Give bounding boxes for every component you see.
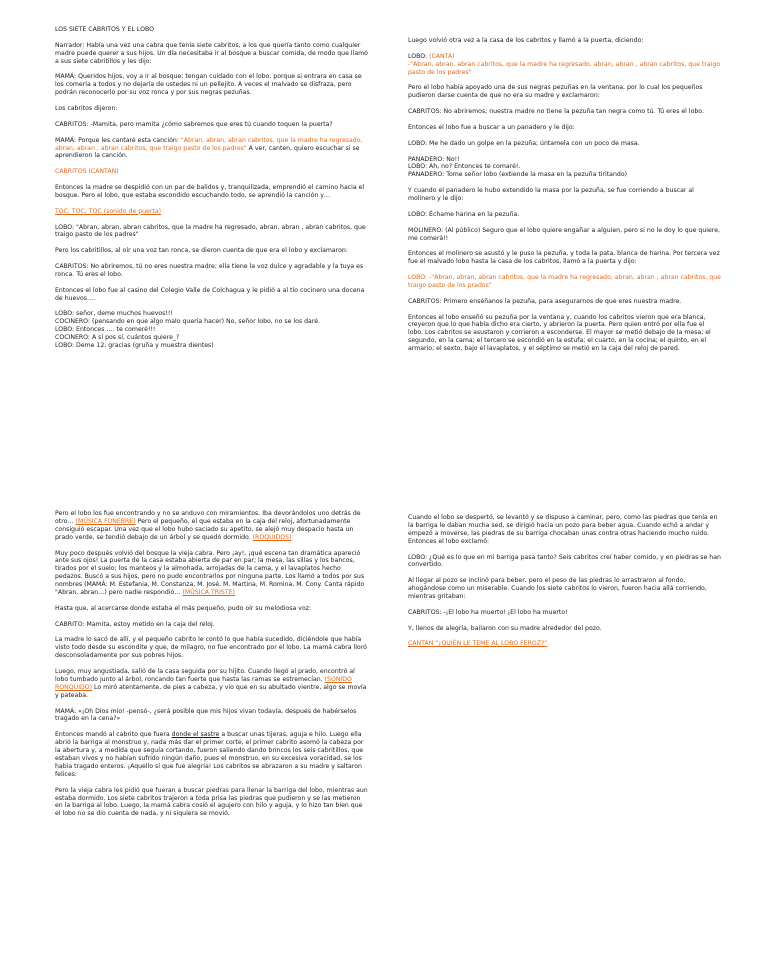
story-section-4 (408, 514, 721, 656)
paragraph (55, 668, 368, 700)
story-section-1 (55, 26, 368, 350)
dialogue-line: LOBO: Ah, no? Entonces te comaré!. (408, 163, 521, 171)
paragraph: Luego volvió otra vez a la casa de los cabritos y llamó a la puerta, diciendo: (408, 37, 644, 44)
paragraph: Cuando el lobo se despertó, se levantó y se dispuso a caminar, pero, como las piedras que tenía en la barriga le daban mucha sed, se dirigió hacia un pozo para beber agua. Cuando echó a andar y empezó a moverse, las piedras de su barriga chocaban unas contra otras haciendo mucho ruido. Entonces el lobo exclamó: (408, 514, 718, 545)
paragraph: LOBO: ¿Qué es lo que en mi barriga pasa tanto? Seis cabritos creí haber comido, y en piedras se han convertido. (408, 553, 721, 569)
sound-effect: (MÚSICA TRISTE) (182, 589, 235, 597)
sound-effect: (SONIDO RONQUIDO) (55, 675, 352, 691)
dialogue-line: COCINERO: (pensando en que algo malo quería hacer) No, señor lobo, no se los daré. (55, 318, 321, 326)
paragraph: Hasta que, al acercarse donde estaba el más pequeño, pudo oír su melodiosa voz: (55, 604, 312, 612)
paragraph: MAMÁ: Queridos hijos, voy a ir al bosque; tengan cuidado con el lobo, porque si entrara en casa se los comería a todos y no dejaría de ustedes ni un pellejito. A veces el malvado se disfraza, pero podrán reconocerlo por su voz ronca y por sus negras pezuñas. (55, 73, 362, 97)
text-run: Luego, muy angustiada, salió de la casa seguida por su hijito. Cuando llegó al prado, encontró al lobo tumbado junto al árbol, roncando tan fuerte que hasta las ramas se estremecían. (55, 668, 355, 683)
paragraph: Narrador: Había una vez una cabra que tenía siete cabritos, a los que quería tanto como cualquier madre puede querer a sus hijos. Un día necesitaba ir al bosque a buscar comida, de modo que llamó a sus siete cabritillos y les dijo: (55, 41, 368, 65)
stage-direction: (CANTA) (429, 52, 455, 60)
paragraph: CABRITO: Mamita, estoy metido en la caja del reloj. (55, 620, 215, 628)
text-run: Entonces mandó al cabrito que fuera (55, 731, 172, 739)
story-section-3 (55, 510, 368, 826)
paragraph: CABRITOS: -¡El lobo ha muerto! ¡El lobo ha muerto! (408, 608, 568, 616)
song-title: CANTAN "¿QUIÉN LE TEME AL LOBO FEROZ?" (408, 640, 548, 648)
text-run: Pero el lobo los fue encontrando y no se anduvo con miramientos. Iba devorándolos uno detrás de otro… (55, 510, 361, 525)
paragraph: CABRITOS: -Mamita, pero mamita ¿cómo sabremos que eres tú cuando toquen la puerta? (55, 120, 333, 128)
dialogue-line: COCINERO: A sí pos sí, cuántos quiere_? (55, 334, 180, 342)
dialogue-line: LOBO: Entonces …. te comeré!!! (55, 326, 156, 334)
paragraph: Entonces la madre se despidió con un par de balidos y, tranquilizada, emprendió el camino hacia el bosque. Pero el lobo, que estaba escondido escuchando todo, se aprendió la canción y… (55, 184, 365, 199)
dialogue-line: PANADERO: No!! (408, 155, 460, 163)
paragraph: Entonces el molinero se asustó y le puso la pezuña, y toda la pata, blanca de harina. Por tercera vez fue el malvado lobo hasta la casa de los cabritos, llamó a la puerta y dijo: (408, 250, 720, 266)
paragraph (55, 137, 368, 161)
paragraph: CABRITOS: Primero enséñanos la pezuña, para asegurarnos de que eres nuestra madre. (408, 297, 682, 305)
paragraph: Pero el lobo había apoyado una de sus negras pezuñas en la ventana, por lo cual los pequeños pudieron darse cuenta de que no era su madre y exclamaron: (408, 84, 703, 100)
paragraph: Entonces el lobo fue al casino del Colegio Valle de Colchagua y le pidió a al tío cocinero una docena de huevos…. (55, 286, 365, 302)
song-lyrics: "Abran, abran, abran cabritos, que la madre ha regresado, abran, abran , abran cabritos, que traigo pasto de los padres" (55, 136, 363, 152)
text-run: Pero el pequeño, el que estaba en la caja del reloj, afortunadamente consiguió escapar. Una vez que el lobo hubo saciado su apetito, se alejó muy despacio hasta un prado verde, se tendió debajo de un árbol y se quedó dormido. (55, 517, 354, 541)
paragraph: Al llegar al pozo se inclinó para beber, pero el peso de las piedras lo arrastraron al fondo, ahogándose como un miserable. Cuando los siete cabritos lo vieron, fueron hacia allá corriendo, mientras gritaban: (408, 577, 707, 601)
text-run: Muy poco después volvió del bosque la vieja cabra. Pero ¡ay!, ¡qué escena tan dramática apareció ante sus ojos! La puerta de la casa estaba abierta de par en par; la mesa, las sillas y los bancos, tirados por el suelo; los manteos y la almohada, arrojadas de la cama, y el lavaplatos hecho pedazos. Buscó a sus hijos, pero no pudo encontrarlos por ninguna parte. Los llamó a todos por sus nombres (MAMÁ: M. Estefania, M. Constanza, M. José, M. Martina, M. Romina, M. Cony. Canta rápido "Abran, abran…) pero nadie respondió… (55, 549, 365, 597)
sound-effect: TOC, TOC, TOC (sonido de puerta) (55, 207, 162, 215)
song-lyrics: LOBO: -"Abran, abran, abran cabritos, que la madre ha regresado, abran, abran , abran cabritos, que traigo pasto de los prados" (408, 274, 721, 289)
text-run: Lo miró atentamente, de pies a cabeza, y vio que en su abultado vientre, algo se movía y pateaba. (55, 683, 367, 699)
paragraph: MOLINERO: (Al público) Seguro que el lobo quiere engañar a alguien, pero si no le doy lo que quiere, me comerá!! (408, 226, 720, 242)
underlined-text: donde el sastre (171, 731, 220, 739)
dialogue-line: LOBO: señor, deme muchos huevos!!! (55, 310, 173, 318)
paragraph: La madre lo sacó de allí, y el pequeño cabrito le contó lo que había sucedido, diciéndole que había visto todo desde su escondite y que, de milagro, no fue encontrado por el lobo. La mamá cabra lloró desconsoladamente por sus pobres hijos. (55, 636, 367, 660)
paragraph: Pero la vieja cabra les pidió que fueran a buscar piedras para llenar la barriga del lobo, mientras aun estaba dormido. Los siete cabritos trajeron a toda prisa las piedras que pudieron y se las metieron en la barriga al lobo. Luego, la mamá cabra cosió el agujero con hilo y aguja, y lo hizo tan bien que el lobo no se dio cuenta de nada, y ni siquiera se movió. (55, 786, 368, 818)
song-lyrics: -"Abran, abran, abran cabritos, que la madre ha regresado, abran, abran , abran cabritos, que traigo pasto de los padres" (408, 60, 721, 76)
text-run: A ver, canten, quiero escuchar si se aprendieron la canción. (55, 144, 360, 160)
paragraph (55, 510, 368, 542)
paragraph (55, 731, 368, 778)
paragraph (408, 53, 721, 77)
text-run: LOBO: (408, 52, 430, 60)
document-title: LOS SIETE CABRITOS Y EL LOBO (55, 26, 154, 33)
paragraph: LOBO: "Abran, abran, abran cabritos, que la madre ha regresado, abran, abran , abran cabritos, que traigo pasto de los padres" (55, 223, 366, 239)
paragraph: CABRITOS: No abriremos; nuestra madre no tiene la pezuña tan negra como tú. Tú eres el lobo. (408, 108, 704, 116)
paragraph (55, 550, 368, 597)
paragraph: LOBO: Me he dado un golpe en la pezuña; úntamela con un poco de masa. (408, 139, 640, 147)
paragraph: Y cuando el panadero le hubo extendido la masa por la pezuña, se fue corriendo a buscar al molinero y le dijo: (408, 187, 694, 203)
dialogue-line: PANADERO: Tome señor lobo (extiende la masa en la pezuña tiritando) (408, 171, 628, 179)
paragraph: CABRITOS: No abriremos, tú no eres nuestra madre; ella tiene la voz dulce y agradable y la tuya es ronca. Tú eres el lobo. (55, 263, 364, 278)
story-section-2 (408, 37, 721, 361)
paragraph: Entonces el lobo enseñó su pezuña por la ventana y, cuando los cabritos vieron que era blanca, creyeron que lo que había dicho era cierto, y abrieron la puerta. Pero quien entró por ella fue el lobo. Los cabritos se asustaron y corrieron a esconderse. El mayor se metió debajo de la mesa; el segundo, en la cama; el tercero se escondió en la estufa; el cuarto, en la cocina; el quinto, en el armario; el sexto, bajo el lavaplatos, y el séptimo se metió en la caja del reloj de pared. (408, 313, 711, 353)
text-run: a buscar unas tijeras, aguja e hilo. Luego ella abrió la barriga al monstruo y, nada más dar el primer corte, el primer cabrito asomó la cabeza por la abertura y, a medida que seguía cortando, fueron saliendo dando brincos los seis cabritillos, que estaban vivos y no habían sufrido ningún daño, pues el monstruo, en su excesiva voracidad, se los había tragado enteros. ¡Aquello sí que fue alegría! Los cabritos se abrazaron a su madre y saltaron felices: (55, 731, 364, 778)
paragraph: Entonces el lobo fue a buscar a un panadero y le dijo: (408, 123, 575, 131)
paragraph: LOBO: Échame harina en la pezuña. (408, 210, 520, 218)
sound-effect: (MÚSICA FUNEBRE) (75, 517, 136, 525)
paragraph: Y, llenos de alegría, bailaron con su madre alrededor del pozo. (408, 624, 602, 632)
text-run: MAMÁ: Porque les cantaré esta canción: (55, 136, 179, 144)
stage-direction: CABRITOS (CANTAN) (55, 168, 119, 176)
dialogue-line: LOBO: Deme 12, gracias (gruña y muestra dientes) (55, 342, 214, 350)
paragraph: Pero los cabritillos, al oír una voz tan ronca, se dieron cuenta de que era el lobo y exclamaron: (55, 247, 348, 255)
sound-effect: (ROQUIDOS) (252, 533, 292, 541)
paragraph: Los cabritos dijeron: (55, 105, 118, 113)
paragraph: MAMÁ: «¡Oh Dios mío! -pensó-, ¿será posible que mis hijos vivan todavía, después de habérselos tragado en la cena?» (55, 707, 357, 723)
